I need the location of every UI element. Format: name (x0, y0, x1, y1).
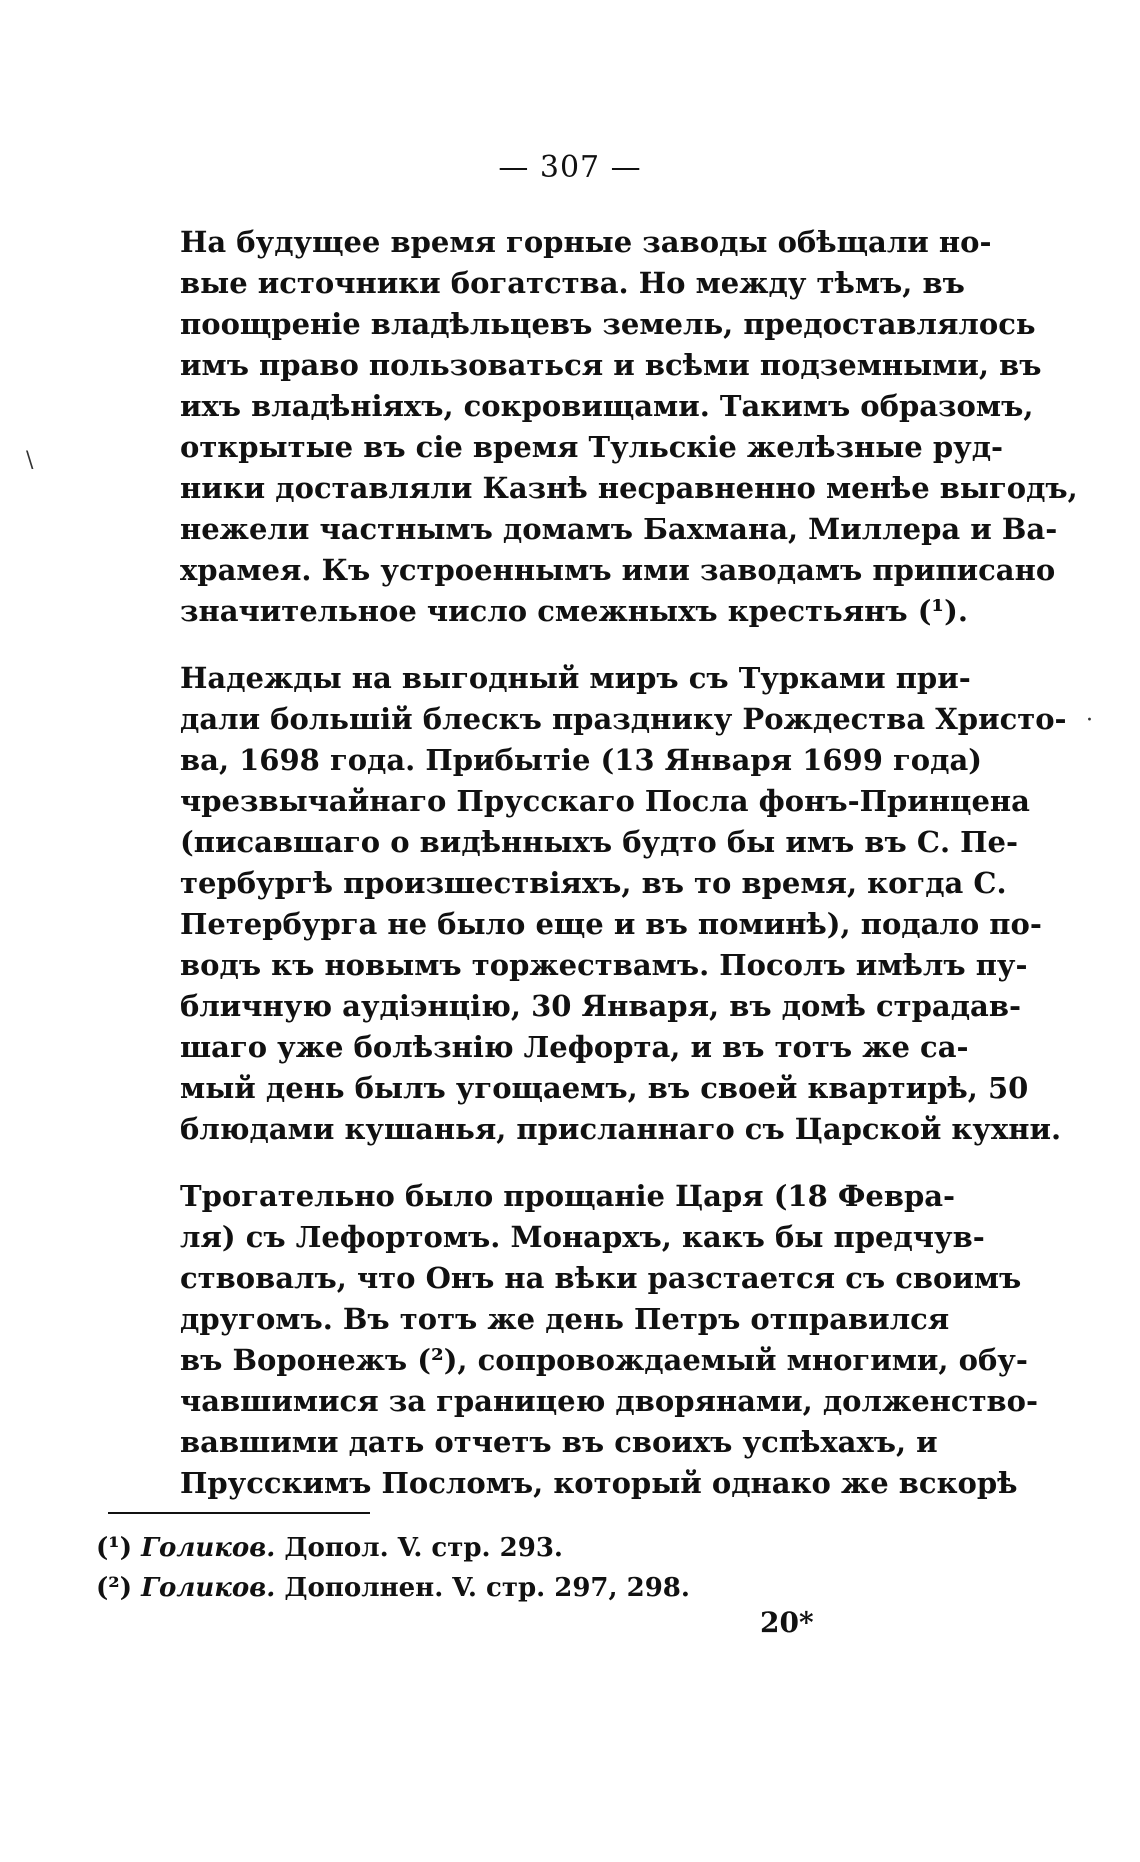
text-line: вые источники богатства. Но между тѣмъ, въ (180, 266, 965, 300)
text-line: тербургѣ произшествіяхъ, въ то время, когда С. (180, 866, 1007, 900)
footnote-text: Дополнен. V. стр. 297, 298. (284, 1573, 690, 1603)
footnote-author: Голиков. (141, 1573, 276, 1603)
text-line: Петербурга не было еще и въ поминѣ), подало по- (180, 907, 1042, 941)
text-line: чрезвычайнаго Прусскаго Посла фонъ-Принцена (180, 784, 1030, 818)
footnote-divider (108, 1512, 370, 1514)
text-line: ствовалъ, что Онъ на вѣки разстается съ своимъ (180, 1261, 1022, 1295)
paragraph-3 (108, 1176, 1039, 1504)
text-line: дали большій блескъ празднику Рождества Христо- (180, 702, 1067, 736)
footnote-marker: (²) (96, 1573, 132, 1603)
scan-speck: · (1086, 708, 1093, 733)
footnote-1 (96, 1528, 796, 1568)
text-line: ва, 1698 года. Прибытіе (13 Января 1699 года) (180, 743, 982, 777)
signature-mark: 20* (760, 1606, 814, 1639)
footnotes (96, 1528, 796, 1608)
text-line: въ Воронежъ (²), сопровождаемый многими, обу- (180, 1343, 1028, 1377)
text-line: бличную аудіэнцію, 30 Января, въ домѣ страдав- (180, 989, 1022, 1023)
body-text (108, 222, 1078, 1530)
text-line: водъ къ новымъ торжествамъ. Посолъ имѣлъ пу- (180, 948, 1028, 982)
text-line: нежели частнымъ домамъ Бахмана, Миллера и Ва- (180, 512, 1058, 546)
text-line: вавшими дать отчетъ въ своихъ успѣхахъ, и (180, 1425, 938, 1459)
text-line: блюдами кушанья, присланнаго съ Царской кухни. (180, 1112, 1062, 1146)
paragraph-2 (108, 658, 1067, 1150)
text-line: другомъ. Въ тотъ же день Петръ отправился (180, 1302, 950, 1336)
paragraph-1 (108, 222, 1078, 632)
text-line: Надежды на выгодный миръ съ Турками при- (180, 661, 971, 695)
page-number: — 307 — (498, 150, 642, 185)
text-line: открытые въ сіе время Тульскіе желѣзные руд- (180, 430, 1004, 464)
text-line: храмея. Къ устроеннымъ ими заводамъ приписано (180, 553, 1056, 587)
text-line: чавшимися за границею дворянами, долженство- (180, 1384, 1039, 1418)
footnote-2 (96, 1568, 796, 1608)
text-line: поощреніе владѣльцевъ земель, предоставлялось (180, 307, 1036, 341)
text-line: ники доставляли Казнѣ несравненно менѣе выгодъ, (180, 471, 1078, 505)
scan-speck: \ (26, 448, 34, 473)
text-line: ля) съ Лефортомъ. Монархъ, какъ бы предчув- (180, 1220, 985, 1254)
text-line: На будущее время горные заводы обѣщали но- (180, 225, 992, 259)
text-line: значительное число смежныхъ крестьянъ (¹). (180, 594, 968, 628)
footnote-author: Голиков. (141, 1533, 276, 1563)
text-line: Прусскимъ Посломъ, который однако же вскорѣ (180, 1466, 1018, 1500)
text-line: имъ право пользоваться и всѣми подземными, въ (180, 348, 1042, 382)
footnote-marker: (¹) (96, 1533, 132, 1563)
footnote-text: Допол. V. стр. 293. (284, 1533, 563, 1563)
text-line: ихъ владѣніяхъ, сокровищами. Такимъ образомъ, (180, 389, 1034, 423)
text-line: мый день былъ угощаемъ, въ своей квартирѣ, 50 (180, 1071, 1029, 1105)
text-line: (писавшаго о видѣнныхъ будто бы имъ въ С. Пе- (180, 825, 1019, 859)
text-line: шаго уже болѣзнію Лефорта, и въ тотъ же са- (180, 1030, 969, 1064)
text-line: Трогательно было прощаніе Царя (18 Февра- (180, 1179, 956, 1213)
